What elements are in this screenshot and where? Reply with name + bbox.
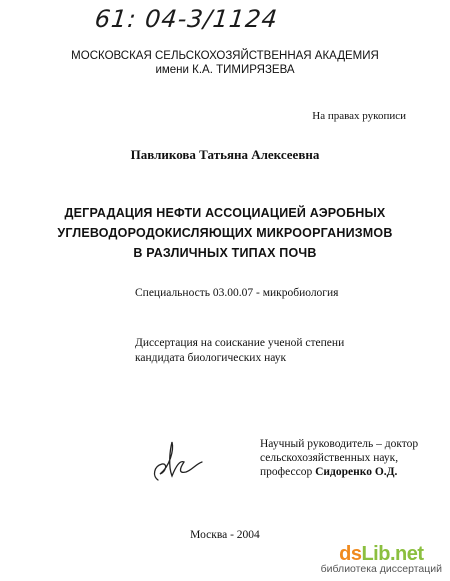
logo-net: .net [389, 543, 424, 565]
title-line: ДЕГРАДАЦИЯ НЕФТИ АССОЦИАЦИЕЙ АЭРОБНЫХ [64, 206, 386, 220]
manuscript-note: На правах рукописи [312, 110, 406, 122]
archive-code: 61: 04-3/1124 [93, 5, 280, 33]
degree-line: кандидата биологических наук [135, 352, 287, 364]
supervisor-line: Научный руководитель – доктор [260, 438, 419, 450]
dissertation-degree [135, 336, 344, 366]
institution-name: МОСКОВСКАЯ СЕЛЬСКОХОЗЯЙСТВЕННАЯ АКАДЕМИЯ [71, 50, 379, 62]
handwritten-signature [150, 436, 210, 486]
title-line: В РАЗЛИЧНЫХ ТИПАХ ПОЧВ [133, 246, 317, 260]
supervisor-block [260, 437, 418, 479]
supervisor-title: профессор [260, 466, 316, 478]
institution-block [0, 49, 450, 77]
dslib-subtitle: библиотека диссертаций [320, 563, 442, 575]
institution-named-after: имени К.А. ТИМИРЯЗЕВА [155, 64, 295, 76]
dissertation-title [0, 203, 450, 263]
specialty: Специальность 03.00.07 - микробиология [135, 287, 339, 299]
supervisor-line [260, 465, 418, 479]
supervisor-name: Сидоренко О.Д. [315, 466, 398, 478]
logo-ds: ds [339, 543, 362, 565]
logo-lib: Lib [361, 543, 390, 565]
supervisor-line: сельскохозяйственных наук, [260, 452, 399, 464]
dslib-watermark[interactable] [321, 543, 442, 575]
degree-line: Диссертация на соискание ученой степени [135, 337, 345, 349]
city-year: Москва - 2004 [190, 529, 260, 541]
author-name: Павликова Татьяна Алексеевна [130, 147, 320, 162]
title-line: УГЛЕВОДОРОДОКИСЛЯЮЩИХ МИКРООРГАНИЗМОВ [57, 226, 393, 240]
